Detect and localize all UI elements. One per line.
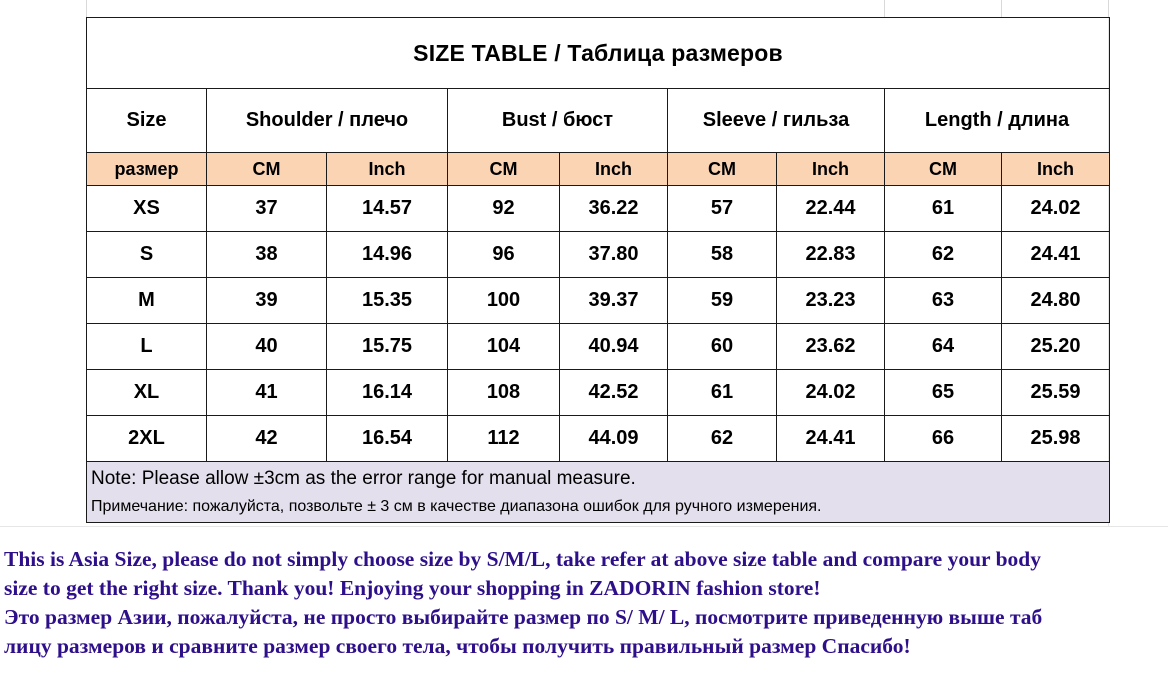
notice-line: Это размер Азии, пожалуйста, не просто выбирайте размер по S/ M/ L, посмотрите приведенную выше таб [4, 605, 1043, 629]
header-bust: Bust / бюст [448, 89, 668, 153]
table-cell: 59 [668, 278, 777, 324]
unit-cell: Inch [777, 153, 885, 186]
table-cell: 42 [207, 416, 327, 462]
unit-cell: CM [207, 153, 327, 186]
notice-line: size to get the right size. Thank you! Enjoying your shopping in ZADORIN fashion store! [4, 576, 821, 600]
unit-cell: CM [668, 153, 777, 186]
table-cell: 25.59 [1002, 370, 1110, 416]
table-cell: 104 [448, 324, 560, 370]
table-cell: 25.98 [1002, 416, 1110, 462]
header-sleeve: Sleeve / гильза [668, 89, 885, 153]
note-english: Note: Please allow ±3cm as the error range for manual measure. [91, 468, 636, 489]
table-title: SIZE TABLE / Таблица размеров [87, 18, 1110, 89]
header-length: Length / длина [885, 89, 1110, 153]
table-cell: 62 [668, 416, 777, 462]
unit-cell: размер [87, 153, 207, 186]
note-russian: Примечание: пожалуйста, позвольте ± 3 см в качестве диапазона ошибок для ручного измерения. [91, 498, 822, 515]
table-cell: 24.80 [1002, 278, 1110, 324]
table-cell: 66 [885, 416, 1002, 462]
table-cell: 100 [448, 278, 560, 324]
table-cell: 108 [448, 370, 560, 416]
unit-cell: Inch [560, 153, 668, 186]
table-cell: 92 [448, 186, 560, 232]
table-cell: 14.96 [327, 232, 448, 278]
table-cell: 24.41 [1002, 232, 1110, 278]
table-cell: 40 [207, 324, 327, 370]
table-row [87, 370, 1110, 416]
sheet-gridline [1108, 0, 1109, 18]
table-cell: 22.83 [777, 232, 885, 278]
table-cell: 39.37 [560, 278, 668, 324]
table-cell: 16.54 [327, 416, 448, 462]
unit-cell: Inch [327, 153, 448, 186]
table-cell: 57 [668, 186, 777, 232]
table-cell: 61 [668, 370, 777, 416]
table-cell: 15.75 [327, 324, 448, 370]
table-row [87, 186, 1110, 232]
table-cell: 60 [668, 324, 777, 370]
note-row [87, 462, 1110, 523]
table-cell: 23.23 [777, 278, 885, 324]
table-cell: 24.41 [777, 416, 885, 462]
table-cell: 37.80 [560, 232, 668, 278]
title-row [87, 18, 1110, 89]
notice-line: лицу размеров и сравните размер своего тела, чтобы получить правильный размер Спасибо! [4, 634, 911, 658]
sheet-gridline [884, 0, 885, 18]
header-shoulder: Shoulder / плечо [207, 89, 448, 153]
table-row [87, 324, 1110, 370]
table-row [87, 232, 1110, 278]
table-cell: 65 [885, 370, 1002, 416]
table-cell: 24.02 [777, 370, 885, 416]
table-cell: 58 [668, 232, 777, 278]
table-cell: 16.14 [327, 370, 448, 416]
notice-line: This is Asia Size, please do not simply choose size by S/M/L, take refer at above size table and compare your body [4, 547, 1041, 571]
table-cell: 23.62 [777, 324, 885, 370]
table-cell: 96 [448, 232, 560, 278]
table-cell: 36.22 [560, 186, 668, 232]
sheet-gridline [0, 526, 1168, 527]
size-label-cell: M [87, 278, 207, 324]
table-cell: 63 [885, 278, 1002, 324]
table-cell: 38 [207, 232, 327, 278]
unit-cell: Inch [1002, 153, 1110, 186]
header-size: Size [87, 89, 207, 153]
table-cell: 37 [207, 186, 327, 232]
unit-cell: CM [885, 153, 1002, 186]
table-cell: 112 [448, 416, 560, 462]
table-cell: 42.52 [560, 370, 668, 416]
table-cell: 39 [207, 278, 327, 324]
sheet-gridline [86, 0, 87, 18]
table-cell: 40.94 [560, 324, 668, 370]
table-cell: 64 [885, 324, 1002, 370]
table-cell: 61 [885, 186, 1002, 232]
table-row [87, 278, 1110, 324]
table-cell: 22.44 [777, 186, 885, 232]
size-notice [4, 545, 1164, 661]
table-cell: 62 [885, 232, 1002, 278]
unit-row [87, 153, 1110, 186]
size-label-cell: XS [87, 186, 207, 232]
size-label-cell: S [87, 232, 207, 278]
table-cell: 44.09 [560, 416, 668, 462]
unit-cell: CM [448, 153, 560, 186]
table-cell: 15.35 [327, 278, 448, 324]
table-cell: 24.02 [1002, 186, 1110, 232]
size-table [86, 17, 1110, 523]
table-cell: 25.20 [1002, 324, 1110, 370]
table-cell: 14.57 [327, 186, 448, 232]
note-cell [87, 462, 1110, 523]
table-cell: 41 [207, 370, 327, 416]
table-row [87, 416, 1110, 462]
size-label-cell: 2XL [87, 416, 207, 462]
sheet-gridline [1001, 0, 1002, 18]
size-label-cell: XL [87, 370, 207, 416]
header-row [87, 89, 1110, 153]
size-label-cell: L [87, 324, 207, 370]
